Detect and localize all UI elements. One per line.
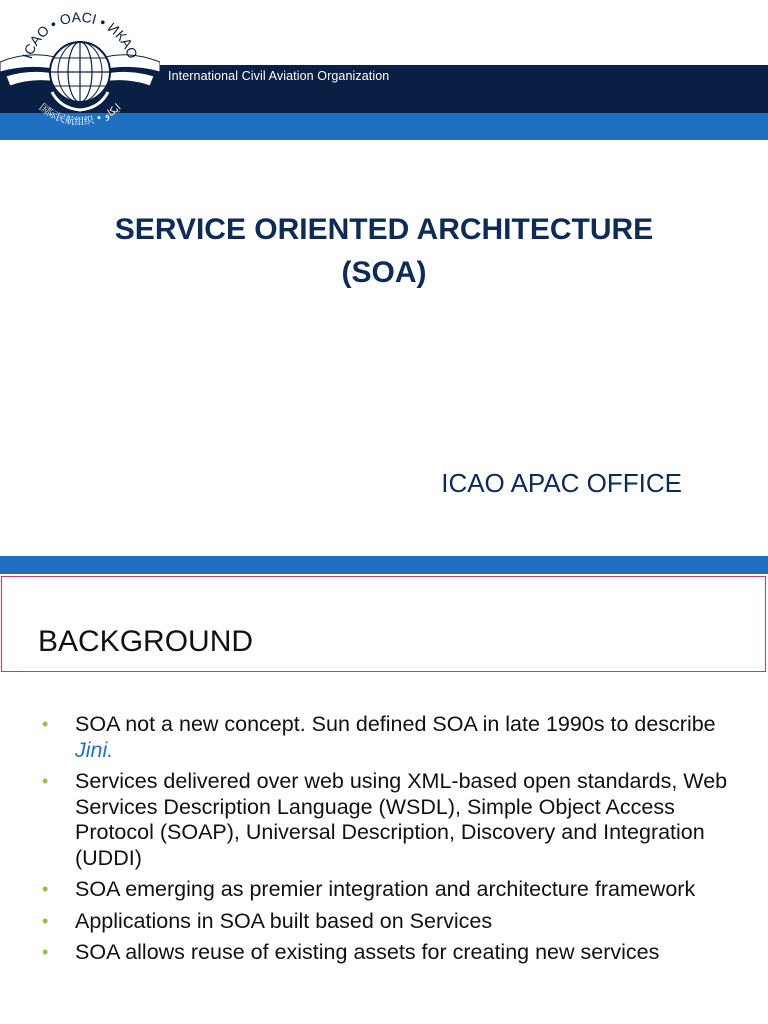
logo-arc-text: ICAO • OACI • ИКАО xyxy=(19,8,141,61)
bullet-list xyxy=(42,712,732,972)
bullet-text: SOA allows reuse of existing assets for creating new services xyxy=(75,940,660,964)
bullet-text: Applications in SOA built based on Services xyxy=(75,908,493,933)
slide-subtitle: ICAO APAC OFFICE xyxy=(441,468,682,498)
bullet-item xyxy=(42,940,732,966)
jini-link[interactable]: Jini. xyxy=(75,737,114,762)
slide-title-line2: (SOA) xyxy=(341,256,427,289)
bullet-dot-icon: • xyxy=(42,771,49,791)
top-blue-stripe xyxy=(0,556,768,574)
slide-title-line1: SERVICE ORIENTED ARCHITECTURE xyxy=(114,213,654,246)
bullet-item xyxy=(42,769,732,871)
icao-logo-icon xyxy=(0,0,160,140)
organization-name: International Civil Aviation Organization xyxy=(168,69,390,83)
bullet-dot-icon: • xyxy=(42,942,49,962)
bullet-item xyxy=(42,877,732,903)
bullet-dot-icon: • xyxy=(42,714,49,734)
slide-title xyxy=(0,208,768,294)
section-title: BACKGROUND xyxy=(38,625,254,658)
bullet-dot-icon: • xyxy=(42,879,49,899)
bullet-text: SOA emerging as premier integration and architecture framework xyxy=(75,877,696,901)
bullet-dot-icon: • xyxy=(42,910,49,931)
logo-bottom-text: 国际民航组织 • ايكاو xyxy=(36,101,124,128)
svg-text:国际民航组织 • ايكاو xyxy=(37,101,124,127)
bullet-item xyxy=(42,712,732,763)
bullet-item xyxy=(42,909,732,935)
bullet-text: SOA not a new concept. Sun defined SOA in late 1990s to describe xyxy=(75,712,716,736)
bullet-text: Services delivered over web using XML-based open standards, Web Services Description Language (WSDL), Simple Object Access Protocol (SOAP), Universal Description, Discovery and Integration (UDDI) xyxy=(75,769,728,870)
background-slide xyxy=(0,556,768,1024)
